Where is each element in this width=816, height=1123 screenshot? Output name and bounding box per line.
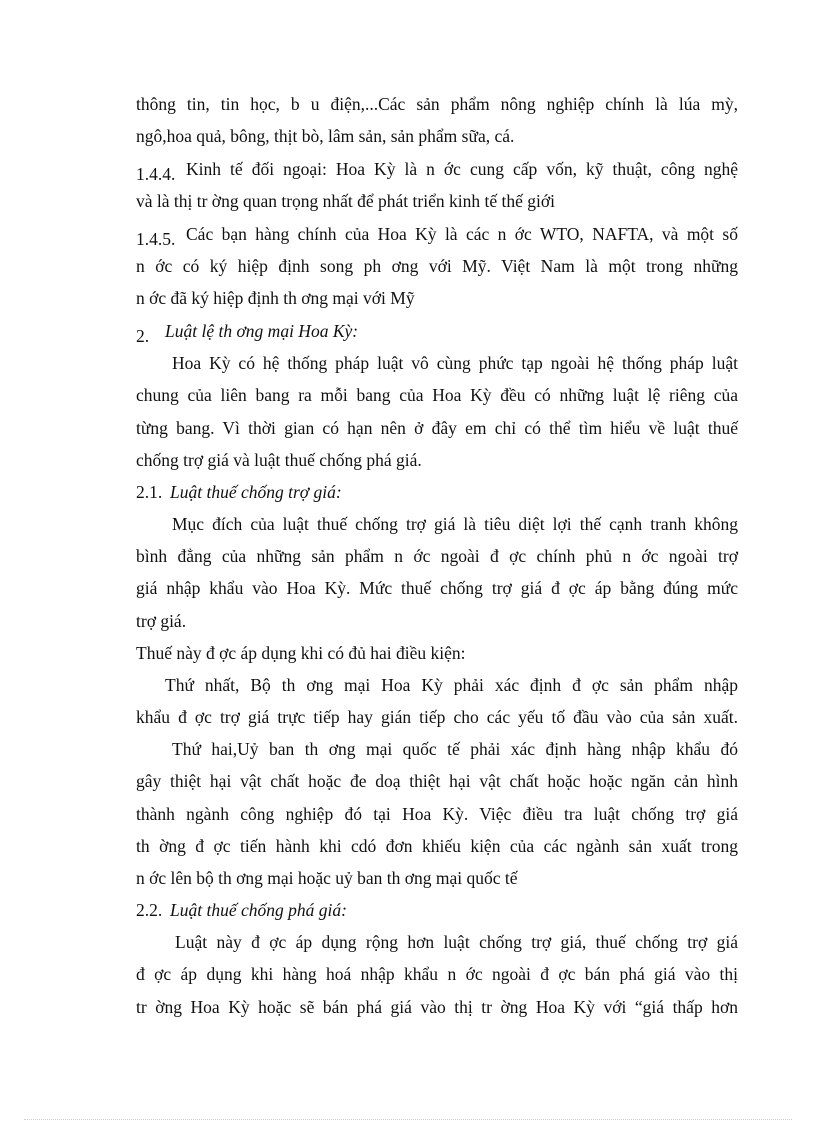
body-text-line: th ờng đ ợc tiến hành khi cdó đơn khiếu kiện của các ngành sản xuất trong bbox=[136, 836, 738, 856]
body-text-line: từng bang. Vì thời gian có hạn nên ở đây em chỉ có thể tìm hiểu về luật thuế bbox=[136, 418, 738, 438]
body-text-line: Hoa Kỳ có hệ thống pháp luật vô cùng phức tạp ngoài hệ thống pháp luật bbox=[172, 353, 738, 373]
body-text-line: Luật này đ ợc áp dụng rộng hơn luật chống trợ giá, thuế chống trợ giá bbox=[175, 932, 738, 952]
body-text-line: và là thị tr ờng quan trọng nhất để phát triển kinh tế thế giới bbox=[136, 191, 555, 211]
body-text-line: tr ờng Hoa Kỳ hoặc sẽ bán phá giá vào thị tr ờng Hoa Kỳ với “giá thấp hơn bbox=[136, 997, 738, 1017]
body-text-line: Thứ nhất, Bộ th ơng mại Hoa Kỳ phải xác định đ ợc sản phẩm nhập bbox=[165, 675, 738, 695]
body-text-line: Thứ hai,Uỷ ban th ơng mại quốc tế phải xác định hàng nhập khẩu đó bbox=[172, 739, 738, 759]
body-text-line: chung của liên bang ra mỗi bang của Hoa Kỳ đều có những luật lệ riêng của bbox=[136, 385, 738, 405]
body-text-line: n ớc lên bộ th ơng mại hoặc uỷ ban th ơng mại quốc tế bbox=[136, 868, 518, 888]
section-number: 2.2. bbox=[136, 900, 163, 920]
body-text-line: đ ợc áp dụng khi hàng hoá nhập khẩu n ớc ngoài đ ợc bán phá giá vào thị bbox=[136, 964, 738, 984]
body-text-line: Thuế này đ ợc áp dụng khi có đủ hai điều kiện: bbox=[136, 643, 466, 663]
body-text-line: thành ngành công nghiệp đó tại Hoa Kỳ. Việc điều tra luật chống trợ giá bbox=[136, 804, 738, 824]
body-text-line: bình đẳng của những sản phẩm n ớc ngoài đ ợc chính phủ n ớc ngoài trợ bbox=[136, 546, 738, 566]
body-text-line: n ớc có ký hiệp định song ph ơng với Mỹ. Việt Nam là một trong những bbox=[136, 256, 738, 276]
body-text-line: n ớc đã ký hiệp định th ơng mại với Mỹ bbox=[136, 288, 415, 308]
section-number: 1.4.4. bbox=[136, 164, 176, 184]
body-text-line: Kinh tế đối ngoại: Hoa Kỳ là n ớc cung cấp vốn, kỹ thuật, công nghệ bbox=[186, 159, 738, 179]
body-text-line: giá nhập khẩu vào Hoa Kỳ. Mức thuế chống trợ giá đ ợc áp bằng đúng mức bbox=[136, 578, 738, 598]
body-text-line: Mục đích của luật thuế chống trợ giá là tiêu diệt lợi thế cạnh tranh không bbox=[172, 514, 738, 534]
section-number: 2.1. bbox=[136, 482, 163, 502]
section-number: 1.4.5. bbox=[136, 229, 176, 249]
body-text-line: Các bạn hàng chính của Hoa Kỳ là các n ớc WTO, NAFTA, và một số bbox=[186, 224, 738, 244]
page-bottom-divider bbox=[24, 1119, 792, 1120]
section-heading: Luật thuế chống phá giá: bbox=[170, 900, 347, 920]
section-number: 2. bbox=[136, 326, 150, 346]
body-text-line: khẩu đ ợc trợ giá trực tiếp hay gián tiếp cho các yếu tố đầu vào của sản xuất. bbox=[136, 707, 738, 727]
body-text-line: chống trợ giá và luật thuế chống phá giá. bbox=[136, 450, 422, 470]
section-heading: Luật thuế chống trợ giá: bbox=[170, 482, 342, 502]
body-text-line: ngô,hoa quả, bông, thịt bò, lâm sản, sản phẩm sữa, cá. bbox=[136, 126, 515, 146]
body-text-line: trợ giá. bbox=[136, 611, 187, 631]
section-heading: Luật lệ th ơng mại Hoa Kỳ: bbox=[165, 321, 359, 341]
body-text-line: thông tin, tin học, b u điện,...Các sản phẩm nông nghiệp chính là lúa mỳ, bbox=[136, 94, 738, 114]
body-text-line: gây thiệt hại vật chất hoặc đe doạ thiệt hại vật chất hoặc hoặc ngăn cản hình bbox=[136, 771, 738, 791]
